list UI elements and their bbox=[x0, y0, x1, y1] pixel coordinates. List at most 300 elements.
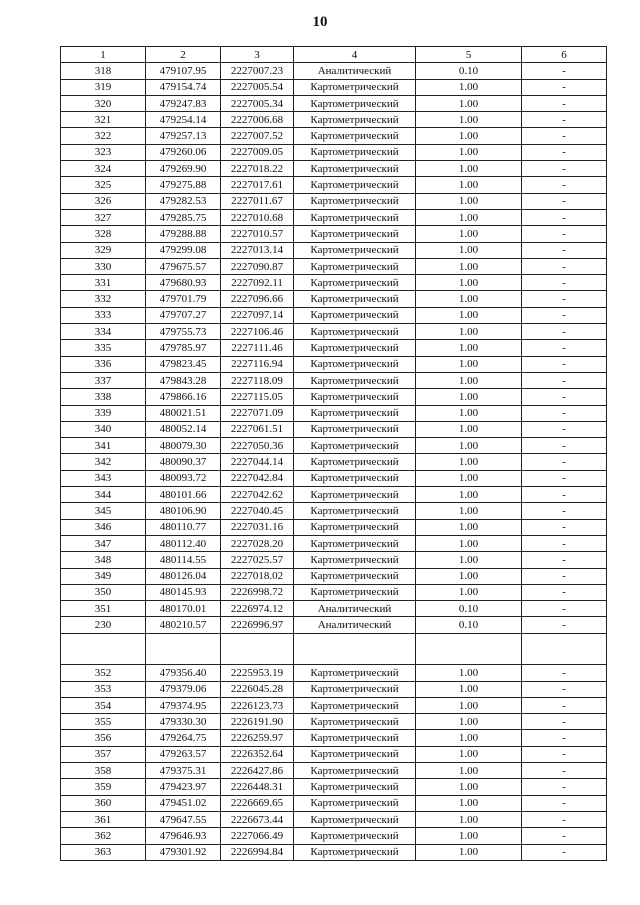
method-cell: Картометрический bbox=[294, 258, 416, 274]
method-cell: Картометрический bbox=[294, 470, 416, 486]
table-row bbox=[61, 811, 607, 827]
x-coordinate-cell: 479257.13 bbox=[146, 128, 221, 144]
x-coordinate-cell: 480021.51 bbox=[146, 405, 221, 421]
accuracy-cell: 1.00 bbox=[416, 503, 522, 519]
accuracy-cell: 1.00 bbox=[416, 746, 522, 762]
accuracy-cell: 1.00 bbox=[416, 697, 522, 713]
point-number-cell: 319 bbox=[61, 79, 146, 95]
table-row bbox=[61, 617, 607, 633]
y-coordinate-cell: 2227115.05 bbox=[221, 389, 294, 405]
y-coordinate-cell: 2226996.97 bbox=[221, 617, 294, 633]
y-coordinate-cell: 2227005.54 bbox=[221, 79, 294, 95]
method-cell: Картометрический bbox=[294, 828, 416, 844]
note-cell: - bbox=[522, 617, 607, 633]
y-coordinate-cell: 2226673.44 bbox=[221, 811, 294, 827]
y-coordinate-cell: 2227044.14 bbox=[221, 454, 294, 470]
method-cell: Картометрический bbox=[294, 193, 416, 209]
method-cell: Картометрический bbox=[294, 161, 416, 177]
note-cell: - bbox=[522, 568, 607, 584]
point-number-cell: 357 bbox=[61, 746, 146, 762]
table-row bbox=[61, 389, 607, 405]
accuracy-cell: 1.00 bbox=[416, 519, 522, 535]
column-header: 5 bbox=[416, 47, 522, 63]
table-row bbox=[61, 795, 607, 811]
accuracy-cell: 1.00 bbox=[416, 779, 522, 795]
note-cell: - bbox=[522, 144, 607, 160]
note-cell: - bbox=[522, 63, 607, 79]
point-number-cell: 342 bbox=[61, 454, 146, 470]
note-cell: - bbox=[522, 340, 607, 356]
x-coordinate-cell: 480079.30 bbox=[146, 438, 221, 454]
x-coordinate-cell: 479269.90 bbox=[146, 161, 221, 177]
note-cell: - bbox=[522, 242, 607, 258]
table-row bbox=[61, 161, 607, 177]
x-coordinate-cell: 480090.37 bbox=[146, 454, 221, 470]
point-number-cell: 363 bbox=[61, 844, 146, 860]
method-cell: Аналитический bbox=[294, 617, 416, 633]
y-coordinate-cell: 2226998.72 bbox=[221, 584, 294, 600]
point-number-cell: 323 bbox=[61, 144, 146, 160]
point-number-cell: 322 bbox=[61, 128, 146, 144]
x-coordinate-cell: 479264.75 bbox=[146, 730, 221, 746]
accuracy-cell: 1.00 bbox=[416, 714, 522, 730]
method-cell: Картометрический bbox=[294, 275, 416, 291]
table-row bbox=[61, 144, 607, 160]
table-row bbox=[61, 487, 607, 503]
table-row bbox=[61, 746, 607, 762]
y-coordinate-cell: 2227066.49 bbox=[221, 828, 294, 844]
accuracy-cell: 1.00 bbox=[416, 438, 522, 454]
method-cell: Картометрический bbox=[294, 503, 416, 519]
note-cell: - bbox=[522, 193, 607, 209]
table-row bbox=[61, 454, 607, 470]
table-row bbox=[61, 714, 607, 730]
point-number-cell: 339 bbox=[61, 405, 146, 421]
accuracy-cell: 1.00 bbox=[416, 568, 522, 584]
note-cell: - bbox=[522, 258, 607, 274]
method-cell: Картометрический bbox=[294, 112, 416, 128]
x-coordinate-cell: 479282.53 bbox=[146, 193, 221, 209]
point-number-cell: 348 bbox=[61, 552, 146, 568]
point-number-cell: 337 bbox=[61, 372, 146, 388]
note-cell: - bbox=[522, 226, 607, 242]
x-coordinate-cell: 480052.14 bbox=[146, 421, 221, 437]
y-coordinate-cell: 2227025.57 bbox=[221, 552, 294, 568]
note-cell: - bbox=[522, 828, 607, 844]
y-coordinate-cell bbox=[221, 633, 294, 665]
table-header-row bbox=[61, 47, 607, 63]
x-coordinate-cell: 479254.14 bbox=[146, 112, 221, 128]
accuracy-cell: 1.00 bbox=[416, 95, 522, 111]
x-coordinate-cell: 480145.93 bbox=[146, 584, 221, 600]
point-number-cell: 333 bbox=[61, 307, 146, 323]
method-cell: Картометрический bbox=[294, 421, 416, 437]
table-row bbox=[61, 372, 607, 388]
x-coordinate-cell: 480114.55 bbox=[146, 552, 221, 568]
y-coordinate-cell: 2227090.87 bbox=[221, 258, 294, 274]
point-number-cell: 318 bbox=[61, 63, 146, 79]
method-cell: Картометрический bbox=[294, 177, 416, 193]
method-cell: Аналитический bbox=[294, 63, 416, 79]
accuracy-cell: 1.00 bbox=[416, 763, 522, 779]
note-cell: - bbox=[522, 95, 607, 111]
accuracy-cell: 1.00 bbox=[416, 193, 522, 209]
method-cell: Картометрический bbox=[294, 291, 416, 307]
point-number-cell: 327 bbox=[61, 209, 146, 225]
y-coordinate-cell: 2227050.36 bbox=[221, 438, 294, 454]
method-cell: Картометрический bbox=[294, 454, 416, 470]
table-body bbox=[61, 47, 607, 861]
table-row bbox=[61, 535, 607, 551]
y-coordinate-cell: 2227007.23 bbox=[221, 63, 294, 79]
accuracy-cell: 1.00 bbox=[416, 209, 522, 225]
point-number-cell: 353 bbox=[61, 681, 146, 697]
point-number-cell: 325 bbox=[61, 177, 146, 193]
y-coordinate-cell: 2227071.09 bbox=[221, 405, 294, 421]
method-cell: Картометрический bbox=[294, 763, 416, 779]
x-coordinate-cell: 479299.08 bbox=[146, 242, 221, 258]
method-cell: Картометрический bbox=[294, 568, 416, 584]
x-coordinate-cell: 479701.79 bbox=[146, 291, 221, 307]
note-cell: - bbox=[522, 209, 607, 225]
point-number-cell: 326 bbox=[61, 193, 146, 209]
x-coordinate-cell: 479301.92 bbox=[146, 844, 221, 860]
column-header: 3 bbox=[221, 47, 294, 63]
point-number-cell: 334 bbox=[61, 324, 146, 340]
accuracy-cell: 1.00 bbox=[416, 242, 522, 258]
note-cell: - bbox=[522, 324, 607, 340]
y-coordinate-cell: 2227010.68 bbox=[221, 209, 294, 225]
table-row bbox=[61, 421, 607, 437]
x-coordinate-cell: 480170.01 bbox=[146, 601, 221, 617]
y-coordinate-cell: 2227007.52 bbox=[221, 128, 294, 144]
y-coordinate-cell: 2226974.12 bbox=[221, 601, 294, 617]
method-cell: Картометрический bbox=[294, 242, 416, 258]
table-row bbox=[61, 275, 607, 291]
note-cell: - bbox=[522, 714, 607, 730]
table-row bbox=[61, 568, 607, 584]
point-number-cell: 358 bbox=[61, 763, 146, 779]
method-cell: Картометрический bbox=[294, 779, 416, 795]
accuracy-cell: 1.00 bbox=[416, 405, 522, 421]
x-coordinate-cell: 479785.97 bbox=[146, 340, 221, 356]
x-coordinate-cell: 479330.30 bbox=[146, 714, 221, 730]
point-number-cell: 351 bbox=[61, 601, 146, 617]
point-number-cell: 349 bbox=[61, 568, 146, 584]
table-row bbox=[61, 844, 607, 860]
note-cell: - bbox=[522, 601, 607, 617]
note-cell: - bbox=[522, 389, 607, 405]
y-coordinate-cell: 2226123.73 bbox=[221, 697, 294, 713]
note-cell: - bbox=[522, 161, 607, 177]
point-number-cell: 341 bbox=[61, 438, 146, 454]
table-row bbox=[61, 665, 607, 681]
y-coordinate-cell: 2227018.02 bbox=[221, 568, 294, 584]
x-coordinate-cell: 479451.02 bbox=[146, 795, 221, 811]
table-row bbox=[61, 258, 607, 274]
accuracy-cell bbox=[416, 633, 522, 665]
table-row bbox=[61, 519, 607, 535]
table-row bbox=[61, 601, 607, 617]
x-coordinate-cell: 479379.06 bbox=[146, 681, 221, 697]
y-coordinate-cell: 2227031.16 bbox=[221, 519, 294, 535]
accuracy-cell: 1.00 bbox=[416, 128, 522, 144]
x-coordinate-cell: 480101.66 bbox=[146, 487, 221, 503]
y-coordinate-cell: 2227092.11 bbox=[221, 275, 294, 291]
accuracy-cell: 1.00 bbox=[416, 844, 522, 860]
point-number-cell: 338 bbox=[61, 389, 146, 405]
table-row bbox=[61, 226, 607, 242]
method-cell: Картометрический bbox=[294, 811, 416, 827]
table-row bbox=[61, 177, 607, 193]
accuracy-cell: 1.00 bbox=[416, 470, 522, 486]
note-cell: - bbox=[522, 405, 607, 421]
y-coordinate-cell: 2225953.19 bbox=[221, 665, 294, 681]
column-header: 6 bbox=[522, 47, 607, 63]
method-cell: Картометрический bbox=[294, 340, 416, 356]
point-number-cell: 329 bbox=[61, 242, 146, 258]
note-cell: - bbox=[522, 112, 607, 128]
method-cell bbox=[294, 633, 416, 665]
point-number-cell: 350 bbox=[61, 584, 146, 600]
x-coordinate-cell: 479288.88 bbox=[146, 226, 221, 242]
point-number-cell: 344 bbox=[61, 487, 146, 503]
accuracy-cell: 1.00 bbox=[416, 275, 522, 291]
point-number-cell: 359 bbox=[61, 779, 146, 795]
x-coordinate-cell: 479260.06 bbox=[146, 144, 221, 160]
table-row bbox=[61, 128, 607, 144]
accuracy-cell: 1.00 bbox=[416, 552, 522, 568]
note-cell: - bbox=[522, 519, 607, 535]
accuracy-cell: 1.00 bbox=[416, 161, 522, 177]
point-number-cell: 343 bbox=[61, 470, 146, 486]
method-cell: Картометрический bbox=[294, 372, 416, 388]
y-coordinate-cell: 2227017.61 bbox=[221, 177, 294, 193]
point-number-cell: 355 bbox=[61, 714, 146, 730]
accuracy-cell: 1.00 bbox=[416, 811, 522, 827]
point-number-cell: 360 bbox=[61, 795, 146, 811]
accuracy-cell: 1.00 bbox=[416, 487, 522, 503]
y-coordinate-cell: 2226669.65 bbox=[221, 795, 294, 811]
note-cell: - bbox=[522, 584, 607, 600]
method-cell: Картометрический bbox=[294, 746, 416, 762]
accuracy-cell: 1.00 bbox=[416, 324, 522, 340]
point-number-cell bbox=[61, 633, 146, 665]
accuracy-cell: 1.00 bbox=[416, 828, 522, 844]
point-number-cell: 320 bbox=[61, 95, 146, 111]
method-cell: Картометрический bbox=[294, 584, 416, 600]
table-row bbox=[61, 503, 607, 519]
method-cell: Картометрический bbox=[294, 79, 416, 95]
table-row bbox=[61, 291, 607, 307]
y-coordinate-cell: 2227042.62 bbox=[221, 487, 294, 503]
method-cell: Картометрический bbox=[294, 714, 416, 730]
x-coordinate-cell: 479647.55 bbox=[146, 811, 221, 827]
accuracy-cell: 1.00 bbox=[416, 681, 522, 697]
accuracy-cell: 1.00 bbox=[416, 454, 522, 470]
point-number-cell: 324 bbox=[61, 161, 146, 177]
point-number-cell: 321 bbox=[61, 112, 146, 128]
x-coordinate-cell: 479423.97 bbox=[146, 779, 221, 795]
table-row bbox=[61, 697, 607, 713]
accuracy-cell: 1.00 bbox=[416, 389, 522, 405]
table-row bbox=[61, 552, 607, 568]
x-coordinate-cell: 479374.95 bbox=[146, 697, 221, 713]
x-coordinate-cell: 479866.16 bbox=[146, 389, 221, 405]
method-cell: Картометрический bbox=[294, 519, 416, 535]
y-coordinate-cell: 2226045.28 bbox=[221, 681, 294, 697]
accuracy-cell: 0.10 bbox=[416, 617, 522, 633]
point-number-cell: 356 bbox=[61, 730, 146, 746]
table-row bbox=[61, 95, 607, 111]
note-cell: - bbox=[522, 552, 607, 568]
page-number: 10 bbox=[312, 14, 328, 30]
note-cell: - bbox=[522, 681, 607, 697]
x-coordinate-cell: 479263.57 bbox=[146, 746, 221, 762]
point-number-cell: 346 bbox=[61, 519, 146, 535]
x-coordinate-cell bbox=[146, 633, 221, 665]
x-coordinate-cell: 479707.27 bbox=[146, 307, 221, 323]
y-coordinate-cell: 2226191.90 bbox=[221, 714, 294, 730]
x-coordinate-cell: 480112.40 bbox=[146, 535, 221, 551]
note-cell: - bbox=[522, 275, 607, 291]
note-cell: - bbox=[522, 307, 607, 323]
y-coordinate-cell: 2227040.45 bbox=[221, 503, 294, 519]
accuracy-cell: 0.10 bbox=[416, 601, 522, 617]
y-coordinate-cell: 2227106.46 bbox=[221, 324, 294, 340]
x-coordinate-cell: 479275.88 bbox=[146, 177, 221, 193]
y-coordinate-cell: 2227010.57 bbox=[221, 226, 294, 242]
note-cell: - bbox=[522, 665, 607, 681]
y-coordinate-cell: 2227042.84 bbox=[221, 470, 294, 486]
x-coordinate-cell: 480106.90 bbox=[146, 503, 221, 519]
y-coordinate-cell: 2227116.94 bbox=[221, 356, 294, 372]
point-number-cell: 362 bbox=[61, 828, 146, 844]
table-row bbox=[61, 307, 607, 323]
x-coordinate-cell: 479375.31 bbox=[146, 763, 221, 779]
point-number-cell: 330 bbox=[61, 258, 146, 274]
accuracy-cell: 1.00 bbox=[416, 291, 522, 307]
x-coordinate-cell: 480110.77 bbox=[146, 519, 221, 535]
table-row bbox=[61, 681, 607, 697]
note-cell: - bbox=[522, 79, 607, 95]
point-number-cell: 336 bbox=[61, 356, 146, 372]
accuracy-cell: 1.00 bbox=[416, 795, 522, 811]
y-coordinate-cell: 2227096.66 bbox=[221, 291, 294, 307]
table-row bbox=[61, 730, 607, 746]
method-cell: Картометрический bbox=[294, 487, 416, 503]
point-number-cell: 332 bbox=[61, 291, 146, 307]
y-coordinate-cell: 2227111.46 bbox=[221, 340, 294, 356]
y-coordinate-cell: 2227005.34 bbox=[221, 95, 294, 111]
y-coordinate-cell: 2227028.20 bbox=[221, 535, 294, 551]
y-coordinate-cell: 2226994.84 bbox=[221, 844, 294, 860]
table-row bbox=[61, 193, 607, 209]
method-cell: Картометрический bbox=[294, 324, 416, 340]
note-cell: - bbox=[522, 697, 607, 713]
accuracy-cell: 1.00 bbox=[416, 226, 522, 242]
accuracy-cell: 1.00 bbox=[416, 356, 522, 372]
note-cell: - bbox=[522, 291, 607, 307]
note-cell: - bbox=[522, 454, 607, 470]
table-row bbox=[61, 209, 607, 225]
y-coordinate-cell: 2226448.31 bbox=[221, 779, 294, 795]
point-number-cell: 328 bbox=[61, 226, 146, 242]
method-cell: Картометрический bbox=[294, 128, 416, 144]
y-coordinate-cell: 2227018.22 bbox=[221, 161, 294, 177]
method-cell: Картометрический bbox=[294, 438, 416, 454]
method-cell: Картометрический bbox=[294, 144, 416, 160]
method-cell: Картометрический bbox=[294, 356, 416, 372]
table-row bbox=[61, 779, 607, 795]
table-row bbox=[61, 438, 607, 454]
accuracy-cell: 1.00 bbox=[416, 177, 522, 193]
table-row bbox=[61, 242, 607, 258]
y-coordinate-cell: 2227006.68 bbox=[221, 112, 294, 128]
x-coordinate-cell: 479843.28 bbox=[146, 372, 221, 388]
note-cell: - bbox=[522, 795, 607, 811]
accuracy-cell: 1.00 bbox=[416, 258, 522, 274]
x-coordinate-cell: 480093.72 bbox=[146, 470, 221, 486]
method-cell: Картометрический bbox=[294, 307, 416, 323]
accuracy-cell: 1.00 bbox=[416, 144, 522, 160]
x-coordinate-cell: 479823.45 bbox=[146, 356, 221, 372]
table-separator-row bbox=[61, 633, 607, 665]
note-cell: - bbox=[522, 470, 607, 486]
x-coordinate-cell: 479755.73 bbox=[146, 324, 221, 340]
y-coordinate-cell: 2226352.64 bbox=[221, 746, 294, 762]
note-cell: - bbox=[522, 177, 607, 193]
method-cell: Картометрический bbox=[294, 795, 416, 811]
note-cell: - bbox=[522, 128, 607, 144]
accuracy-cell: 1.00 bbox=[416, 79, 522, 95]
x-coordinate-cell: 479247.83 bbox=[146, 95, 221, 111]
table-row bbox=[61, 79, 607, 95]
accuracy-cell: 1.00 bbox=[416, 307, 522, 323]
x-coordinate-cell: 479646.93 bbox=[146, 828, 221, 844]
accuracy-cell: 1.00 bbox=[416, 372, 522, 388]
method-cell: Картометрический bbox=[294, 209, 416, 225]
table-row bbox=[61, 405, 607, 421]
table-row bbox=[61, 112, 607, 128]
accuracy-cell: 0.10 bbox=[416, 63, 522, 79]
table-row bbox=[61, 356, 607, 372]
x-coordinate-cell: 479356.40 bbox=[146, 665, 221, 681]
accuracy-cell: 1.00 bbox=[416, 340, 522, 356]
y-coordinate-cell: 2227097.14 bbox=[221, 307, 294, 323]
x-coordinate-cell: 479675.57 bbox=[146, 258, 221, 274]
y-coordinate-cell: 2227013.14 bbox=[221, 242, 294, 258]
method-cell: Картометрический bbox=[294, 405, 416, 421]
method-cell: Картометрический bbox=[294, 665, 416, 681]
point-number-cell: 347 bbox=[61, 535, 146, 551]
note-cell: - bbox=[522, 844, 607, 860]
column-header: 1 bbox=[61, 47, 146, 63]
table-row bbox=[61, 324, 607, 340]
note-cell: - bbox=[522, 779, 607, 795]
method-cell: Картометрический bbox=[294, 681, 416, 697]
method-cell: Картометрический bbox=[294, 389, 416, 405]
y-coordinate-cell: 2226259.97 bbox=[221, 730, 294, 746]
y-coordinate-cell: 2227118.09 bbox=[221, 372, 294, 388]
table-row bbox=[61, 340, 607, 356]
x-coordinate-cell: 480126.04 bbox=[146, 568, 221, 584]
point-number-cell: 345 bbox=[61, 503, 146, 519]
table-row bbox=[61, 763, 607, 779]
accuracy-cell: 1.00 bbox=[416, 421, 522, 437]
point-number-cell: 340 bbox=[61, 421, 146, 437]
point-number-cell: 352 bbox=[61, 665, 146, 681]
